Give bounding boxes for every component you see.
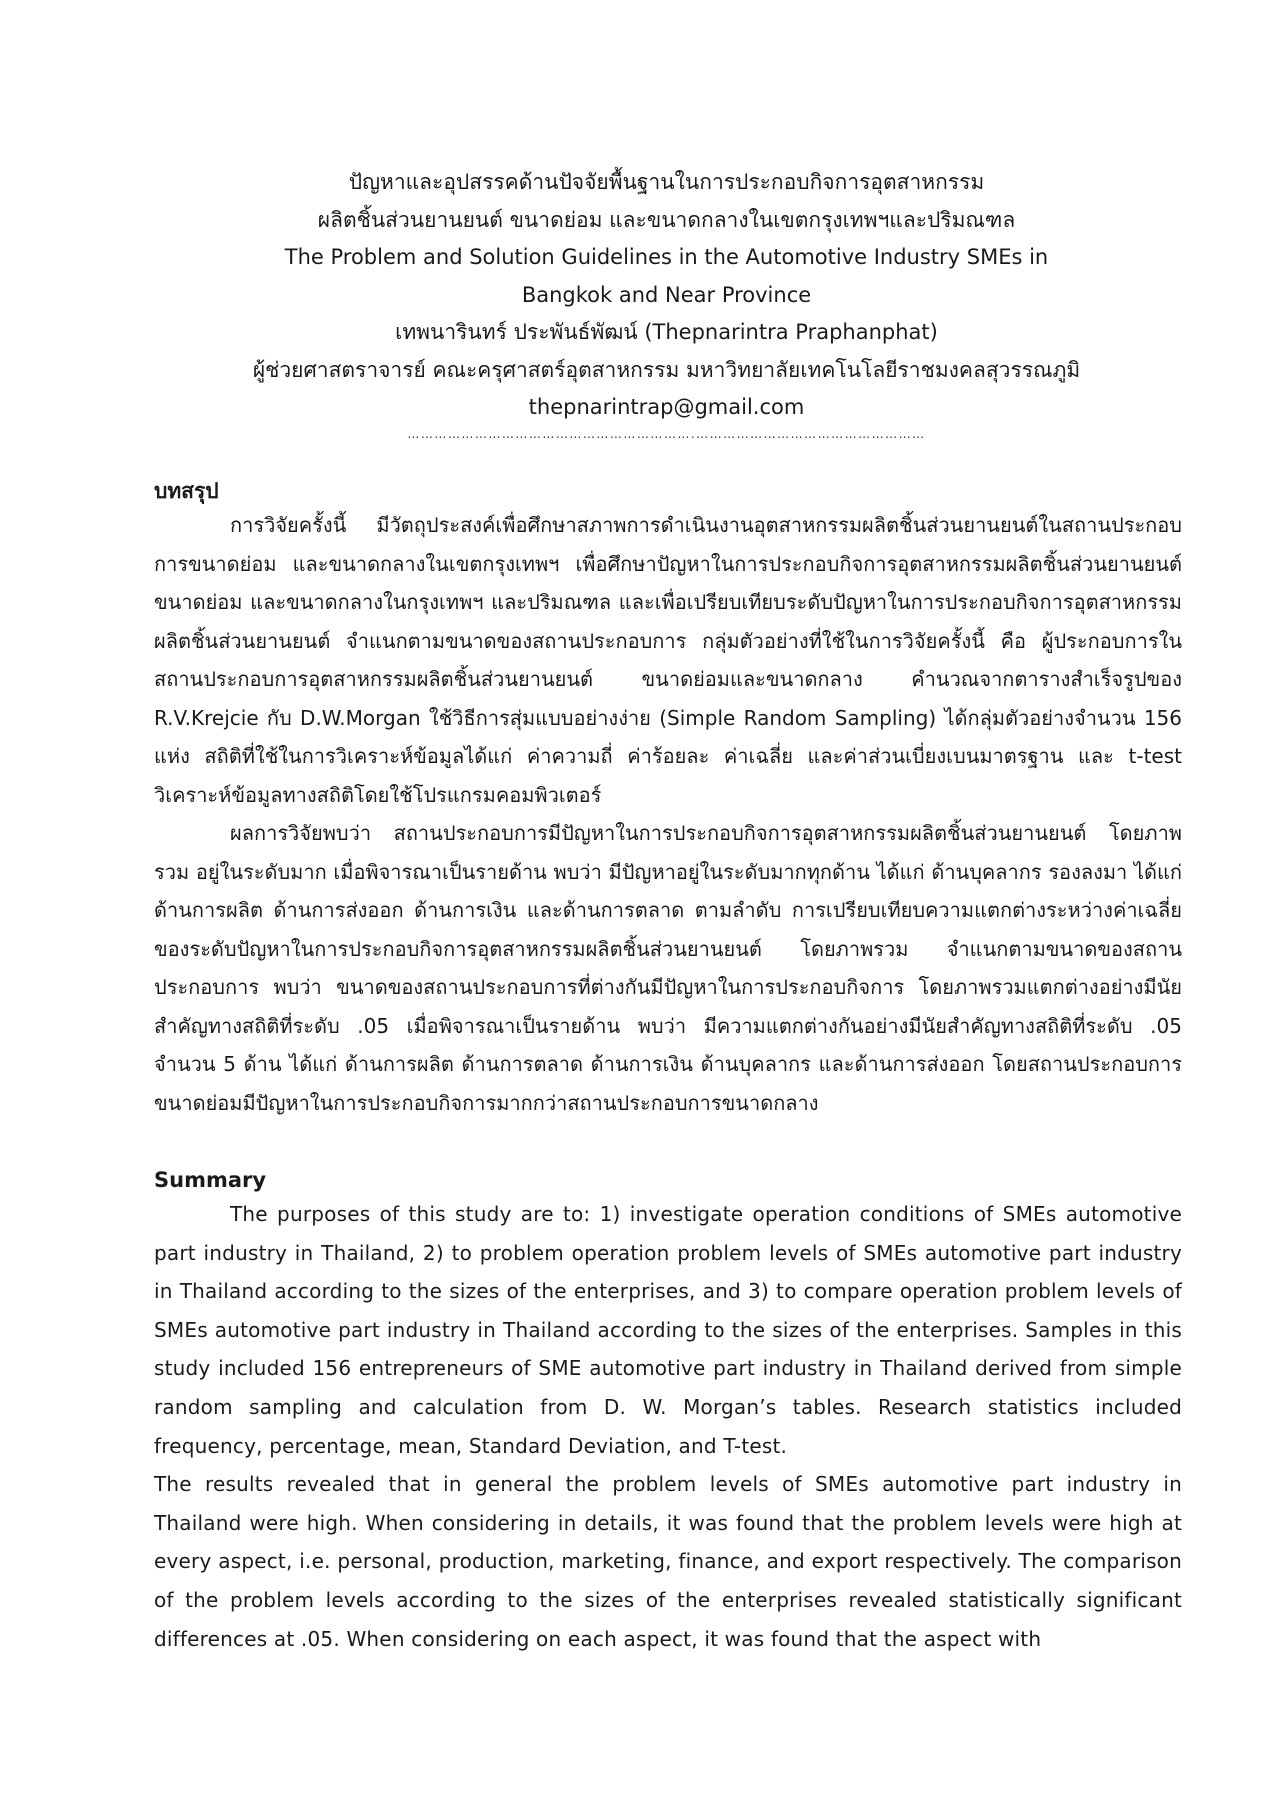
thai-abstract-paragraph-2: ผลการวิจัยพบว่า สถานประกอบการมีปัญหาในการประกอบกิจการอุตสาหกรรมผลิตชิ้นส่วนยานยนต์ โดยภาพรวม อยู่ในระดับมาก เมื่อพิจารณาเป็นรายด้าน พบว่า มีปัญหาอยู่ในระดับมากทุกด้าน ได้แก่ ด้านบุคลากร รองลงมา ได้แก่ ด้านการผลิต ด้านการส่งออก ด้านการเงิน และด้านการตลาด ตามลำดับ การเปรียบเทียบความแตกต่างระหว่างค่าเฉลี่ยของระดับปัญหาในการประกอบกิจการอุตสาหกรรมผลิตชิ้นส่วนยานยนต์ โดยภาพรวม จำแนกตามขนาดของสถานประกอบการ พบว่า ขนาดของสถานประกอบการที่ต่างกันมีปัญหาในการประกอบกิจการ โดยภาพรวมแตกต่างอย่างมีนัยสำคัญทางสถิติที่ระดับ .05 เมื่อพิจารณาเป็นรายด้าน พบว่า มีความแตกต่างกันอย่างมีนัยสำคัญทางสถิติที่ระดับ .05 จำนวน 5 ด้าน ได้แก่ ด้านการผลิต ด้านการตลาด ด้านการเงิน ด้านบุคลากร และด้านการส่งออก โดยสถานประกอบการขนาดย่อมมีปัญหาในการประกอบกิจการมากกว่าสถานประกอบการขนาดกลาง: [154, 821, 1182, 1115]
summary-paragraph-2: The results revealed that in general the problem levels of SMEs automotive part industry in Thailand were high. When considering in details, it was found that the problem levels were high at every aspect, i.e. personal, production, marketing, finance, and export respectively. The comparison of the problem levels according to the sizes of the enterprises revealed statistically significant differences at .05. When considering on each aspect, it was found that the aspect with: [154, 1472, 1182, 1651]
author-name: เทพนารินทร์ ประพันธ์พัฒน์ (Thepnarintra Praphanphat): [395, 320, 938, 344]
title-english-line-1: The Problem and Solution Guidelines in the Automotive Industry SMEs in: [284, 245, 1049, 269]
summary-paragraph-1: The purposes of this study are to: 1) investigate operation conditions of SMEs automotive part industry in Thailand, 2) to problem operation problem levels of SMEs automotive part industry in Thailand according to the sizes of the enterprises, and 3) to compare operation problem levels of SMEs automotive part industry in Thailand according to the sizes of the enterprises. Samples in this study included 156 entrepreneurs of SME automotive part industry in Thailand derived from simple random sampling and calculation from D. W. Morgan’s tables. Research statistics included frequency, percentage, mean, Standard Deviation, and T-test.: [154, 1202, 1182, 1458]
thai-abstract-paragraph-1: การวิจัยครั้งนี้ มีวัตถุประสงค์เพื่อศึกษาสภาพการดำเนินงานอุตสาหกรรมผลิตชิ้นส่วนยานยนต์ในสถานประกอบการขนาดย่อม และขนาดกลางในเขตกรุงเทพฯ เพื่อศึกษาปัญหาในการประกอบกิจการอุตสาหกรรมผลิตชิ้นส่วนยานยนต์ ขนาดย่อม และขนาดกลางในกรุงเทพฯ และปริมณฑล และเพื่อเปรียบเทียบระดับปัญหาในการประกอบกิจการอุตสาหกรรมผลิตชิ้นส่วนยานยนต์ จำแนกตามขนาดของสถานประกอบการ กลุ่มตัวอย่างที่ใช้ในการวิจัยครั้งนี้ คือ ผู้ประกอบการในสถานประกอบการอุตสาหกรรมผลิตชิ้นส่วนยานยนต์ ขนาดย่อมและขนาดกลาง คำนวณจากตารางสำเร็จรูปของ R.V.Krejcie กับ D.W.Morgan ใช้วิธีการสุ่มแบบอย่างง่าย (Simple Random Sampling) ได้กลุ่มตัวอย่างจำนวน 156 แห่ง สถิติที่ใช้ในการวิเคราะห์ข้อมูลได้แก่ ค่าความถี่ ค่าร้อยละ ค่าเฉลี่ย และค่าส่วนเบี่ยงเบนมาตรฐาน และ t-test วิเคราะห์ข้อมูลทางสถิติโดยใช้โปรแกรมคอมพิวเตอร์: [154, 513, 1182, 807]
title-english-line-2: Bangkok and Near Province: [521, 282, 812, 307]
paper-header: [150, 164, 1183, 441]
author-email: thepnarintrap@gmail.com: [528, 395, 805, 419]
thai-abstract-section: [154, 476, 1182, 1122]
english-summary-section: [154, 1165, 1182, 1658]
separator-dotted-line: ……………………………………………………….……………………………………………: [407, 426, 926, 441]
thai-abstract-heading: บทสรุป: [154, 479, 219, 503]
title-thai-line-1: ปัญหาและอุปสรรคด้านปัจจัยพื้นฐานในการประกอบกิจการอุตสาหกรรม: [348, 170, 985, 194]
author-affiliation: ผู้ช่วยศาสตราจารย์ คณะครุศาสตร์อุตสาหกรรม มหาวิทยาลัยเทคโนโลยีราชมงคลสุวรรณภูมิ: [252, 357, 1081, 382]
summary-heading: Summary: [154, 1168, 267, 1192]
title-thai-line-2: ผลิตชิ้นส่วนยานยนต์ ขนาดย่อม และขนาดกลางในเขตกรุงเทพฯและปริมณฑล: [317, 207, 1016, 232]
